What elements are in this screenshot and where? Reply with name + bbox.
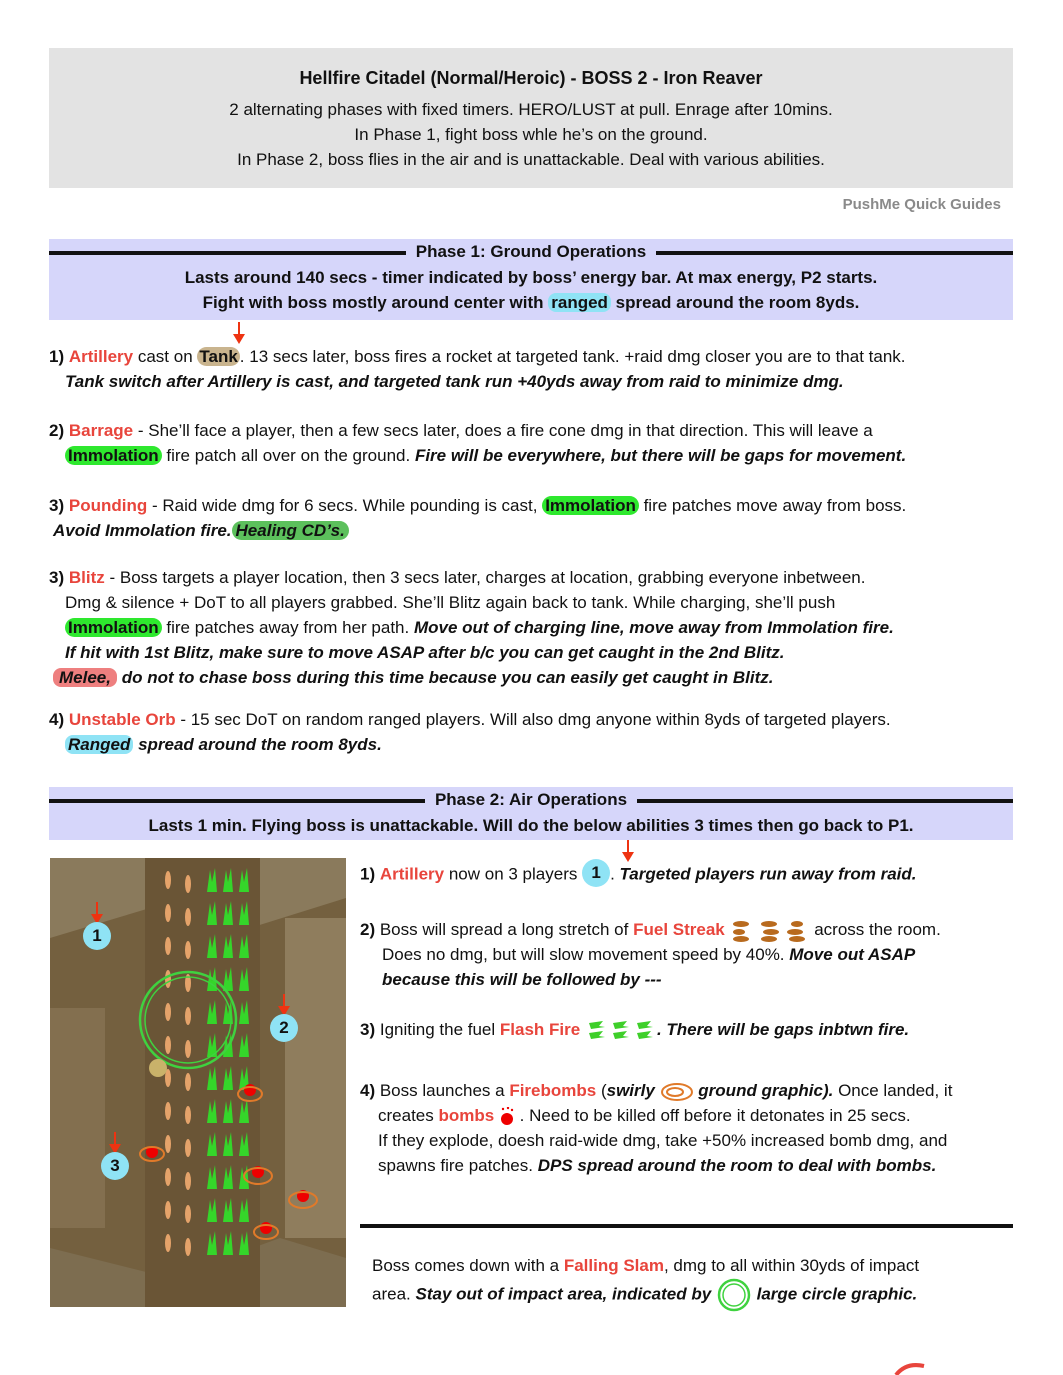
guide-header	[49, 48, 1013, 188]
tank-label: Tank	[199, 347, 238, 366]
phase1-sub1: Lasts around 140 secs - timer indicated by boss’ energy bar. At max energy, P2 starts.	[184, 268, 878, 287]
phase1-banner	[49, 239, 1013, 320]
flash-fire-icon	[585, 1019, 657, 1043]
encounter-map	[50, 858, 346, 1307]
phase1-sub2: Fight with boss mostly around center with ranged spread around the room 8yds.	[202, 293, 860, 312]
guide-title: Hellfire Citadel (Normal/Heroic) - BOSS 2 - Iron Reaver	[299, 68, 763, 88]
header-line-3: In Phase 2, boss flies in the air and is unattackable. Deal with various abilities.	[237, 150, 825, 169]
section-divider	[360, 1224, 1013, 1228]
p2-firebombs: 4) Boss launches a Firebombs (swirly ground graphic). Once landed, it creates bombs . Need to be killed off before it detonates in 25 secs. If they explode, doesh raid-wide dmg, take +50% increased bomb dmg, and spawns fire patches. DPS spread around the room to deal with bombs.	[360, 1081, 953, 1175]
p2-flash-fire: 3) Igniting the fuel Flash Fire . There will be gaps inbtwn fire.	[360, 1017, 1050, 1043]
p1-barrage: 2) Barrage - She’ll face a player, then a few secs later, does a fire cone dmg in that direction. This will leave a Immolation fire patch all over on the ground. Fire will be everywhere, but there will be gaps for movement.	[49, 421, 907, 465]
phase1-title: Phase 1: Ground Operations	[406, 239, 657, 265]
corner-decoration-icon	[892, 1362, 932, 1375]
header-line-2: In Phase 1, fight boss whle he’s on the ground.	[354, 125, 708, 144]
map-marker-2: 2	[270, 1014, 298, 1042]
p1-unstable-orb: 4) Unstable Orb - 15 sec DoT on random ranged players. Will also dmg anyone within 8yds of targeted players. Ranged spread around the room 8yds.	[49, 710, 891, 754]
target-arrow-icon	[621, 840, 635, 864]
header-line-1: 2 alternating phases with fixed timers. HERO/LUST at pull. Enrage after 10mins.	[229, 100, 833, 119]
phase2-sub: Lasts 1 min. Flying boss is unattackable. Will do the below abilities 3 times then go back to P1.	[148, 816, 914, 835]
map-marker-1: 1	[83, 922, 111, 950]
p2-fuel-streak: 2) Boss will spread a long stretch of Fuel Streak across the room. Does no dmg, but will slow movement speed by 40%. Move out ASAP because this will be followed by ---	[360, 920, 941, 989]
swirly-icon	[660, 1082, 694, 1102]
map-marker-3: 3	[101, 1152, 129, 1180]
p1-artillery: 1) Artillery cast on Tank . 13 secs later, boss fires a rocket at targeted tank. +raid dmg closer you are to that tank. Tank switch after Artillery is cast, and targeted tank run +40yds away from raid to minimize dmg.	[49, 347, 906, 391]
tank-arrow-icon	[232, 322, 246, 346]
p1-pounding: 3) Pounding - Raid wide dmg for 6 secs. While pounding is cast, Immolation fire patches move away from boss. Avoid Immolation fire. Healing CD’s.	[49, 496, 907, 540]
phase2-banner	[49, 787, 1013, 840]
large-circle-icon	[716, 1278, 752, 1312]
fuel-streak-icon	[729, 920, 809, 942]
target-marker-icon: 1	[582, 859, 610, 887]
p1-blitz: 3) Blitz - Boss targets a player location, then 3 secs later, charges at location, grabbing everyone inbetween. Dmg & silence + DoT to all players grabbed. She’ll Blitz again back to tank. While charging, she’ll push Immolation fire patches away from her path. Move out of charging line, move away from Immolation fire. If hit with 1st Blitz, make sure to move ASAP after b/c you can get caught in the 2nd Blitz. Melee, do not to chase boss during this time because you can easily get caught in Blitz.	[49, 568, 894, 687]
bomb-icon	[499, 1107, 515, 1127]
falling-slam: Boss comes down with a Falling Slam, dmg to all within 30yds of impact area. Stay out of impact area, indicated by large circle graphic.	[372, 1253, 1062, 1312]
brand-label: PushMe Quick Guides	[842, 196, 1001, 213]
phase2-title: Phase 2: Air Operations	[425, 787, 637, 813]
p2-artillery: 1) Artillery now on 3 players 1 . Targeted players run away from raid.	[360, 861, 1050, 889]
